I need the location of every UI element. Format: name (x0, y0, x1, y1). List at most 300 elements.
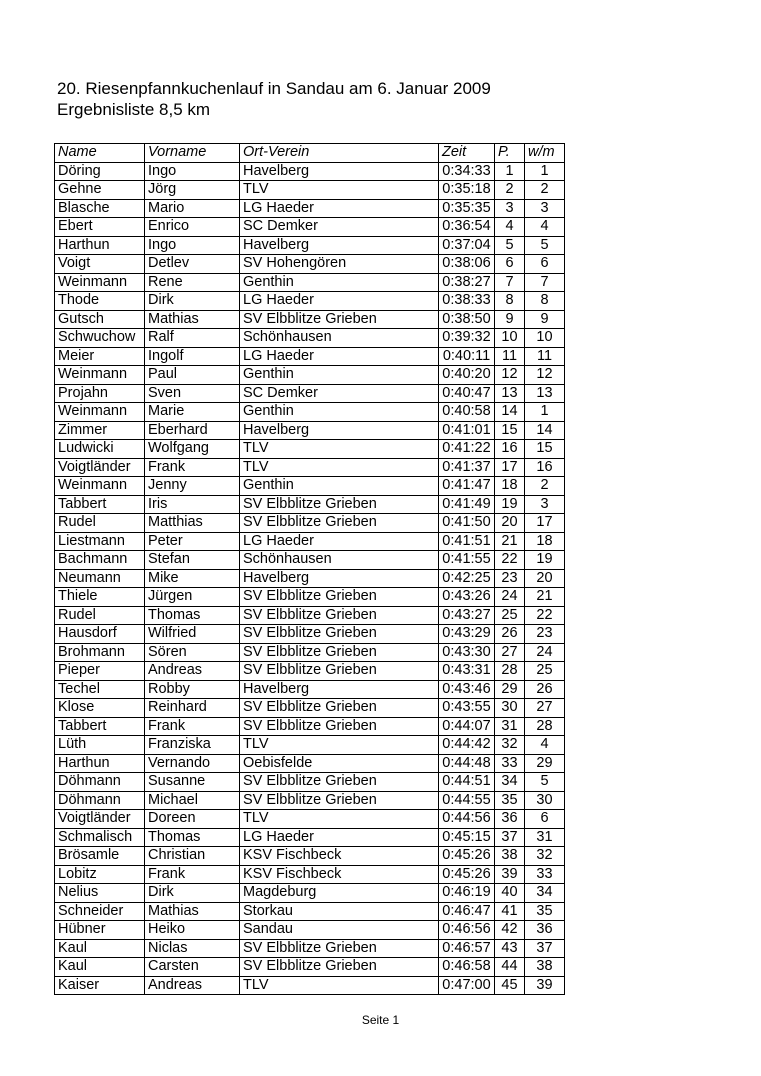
wm-cell: 4 (525, 218, 565, 237)
zeit-cell: 0:43:26 (439, 588, 495, 607)
platz-cell: 2 (495, 181, 525, 200)
zeit-cell: 0:46:58 (439, 958, 495, 977)
ort-verein-cell: TLV (240, 736, 439, 755)
table-row (55, 773, 565, 792)
table-row (55, 310, 565, 329)
vorname-cell: Jörg (145, 181, 240, 200)
wm-cell: 24 (525, 643, 565, 662)
table-row (55, 181, 565, 200)
table-row (55, 514, 565, 533)
table-row (55, 736, 565, 755)
table-row (55, 403, 565, 422)
name-cell: Döhmann (55, 773, 145, 792)
vorname-cell: Vernando (145, 754, 240, 773)
name-cell: Tabbert (55, 717, 145, 736)
zeit-cell: 0:38:06 (439, 255, 495, 274)
table-row (55, 199, 565, 218)
ort-verein-cell: Schönhausen (240, 551, 439, 570)
name-cell: Techel (55, 680, 145, 699)
vorname-cell: Ingo (145, 236, 240, 255)
name-cell: Lüth (55, 736, 145, 755)
ort-verein-cell: SV Elbblitze Grieben (240, 662, 439, 681)
zeit-cell: 0:41:37 (439, 458, 495, 477)
table-row (55, 162, 565, 181)
table-row (55, 292, 565, 311)
platz-cell: 21 (495, 532, 525, 551)
zeit-cell: 0:38:33 (439, 292, 495, 311)
ort-verein-cell: SV Elbblitze Grieben (240, 495, 439, 514)
name-cell: Weinmann (55, 403, 145, 422)
wm-cell: 31 (525, 828, 565, 847)
platz-cell: 6 (495, 255, 525, 274)
table-row (55, 884, 565, 903)
table-row (55, 588, 565, 607)
wm-cell: 36 (525, 921, 565, 940)
platz-cell: 43 (495, 939, 525, 958)
wm-cell: 9 (525, 310, 565, 329)
platz-cell: 32 (495, 736, 525, 755)
name-cell: Brohmann (55, 643, 145, 662)
name-cell: Voigtländer (55, 458, 145, 477)
wm-cell: 5 (525, 236, 565, 255)
vorname-cell: Dirk (145, 884, 240, 903)
table-row (55, 958, 565, 977)
wm-cell: 2 (525, 181, 565, 200)
wm-cell: 18 (525, 532, 565, 551)
zeit-cell: 0:37:04 (439, 236, 495, 255)
platz-cell: 20 (495, 514, 525, 533)
table-row (55, 865, 565, 884)
zeit-cell: 0:46:19 (439, 884, 495, 903)
table-row (55, 976, 565, 995)
table-row (55, 440, 565, 459)
ort-verein-cell: Magdeburg (240, 884, 439, 903)
zeit-cell: 0:40:47 (439, 384, 495, 403)
zeit-cell: 0:44:51 (439, 773, 495, 792)
vorname-cell: Dirk (145, 292, 240, 311)
table-row (55, 477, 565, 496)
vorname-cell: Mathias (145, 902, 240, 921)
platz-cell: 40 (495, 884, 525, 903)
vorname-cell: Peter (145, 532, 240, 551)
name-cell: Weinmann (55, 273, 145, 292)
zeit-cell: 0:38:27 (439, 273, 495, 292)
platz-cell: 36 (495, 810, 525, 829)
ort-verein-cell: SV Elbblitze Grieben (240, 588, 439, 607)
vorname-cell: Jenny (145, 477, 240, 496)
table-row (55, 532, 565, 551)
zeit-cell: 0:46:57 (439, 939, 495, 958)
table-row (55, 329, 565, 348)
table-row (55, 902, 565, 921)
name-cell: Neumann (55, 569, 145, 588)
name-cell: Lobitz (55, 865, 145, 884)
table-row (55, 847, 565, 866)
wm-cell: 4 (525, 736, 565, 755)
vorname-cell: Niclas (145, 939, 240, 958)
zeit-cell: 0:45:26 (439, 847, 495, 866)
zeit-cell: 0:38:50 (439, 310, 495, 329)
name-cell: Schmalisch (55, 828, 145, 847)
name-cell: Liestmann (55, 532, 145, 551)
table-row (55, 625, 565, 644)
name-cell: Tabbert (55, 495, 145, 514)
vorname-cell: Frank (145, 717, 240, 736)
wm-cell: 23 (525, 625, 565, 644)
ort-verein-cell: SV Elbblitze Grieben (240, 958, 439, 977)
zeit-cell: 0:40:20 (439, 366, 495, 385)
wm-cell: 37 (525, 939, 565, 958)
platz-cell: 26 (495, 625, 525, 644)
zeit-cell: 0:34:33 (439, 162, 495, 181)
ort-verein-cell: Schönhausen (240, 329, 439, 348)
name-cell: Rudel (55, 514, 145, 533)
wm-cell: 30 (525, 791, 565, 810)
vorname-cell: Paul (145, 366, 240, 385)
table-header-row (55, 144, 565, 163)
wm-cell: 39 (525, 976, 565, 995)
platz-cell: 39 (495, 865, 525, 884)
ort-verein-cell: SV Elbblitze Grieben (240, 643, 439, 662)
ort-verein-cell: LG Haeder (240, 292, 439, 311)
platz-cell: 37 (495, 828, 525, 847)
platz-cell: 16 (495, 440, 525, 459)
platz-cell: 12 (495, 366, 525, 385)
name-cell: Döhmann (55, 791, 145, 810)
wm-cell: 35 (525, 902, 565, 921)
platz-cell: 5 (495, 236, 525, 255)
ort-verein-cell: Sandau (240, 921, 439, 940)
table-row (55, 643, 565, 662)
wm-cell: 7 (525, 273, 565, 292)
name-cell: Zimmer (55, 421, 145, 440)
platz-cell: 33 (495, 754, 525, 773)
name-cell: Voigt (55, 255, 145, 274)
name-cell: Thiele (55, 588, 145, 607)
platz-cell: 22 (495, 551, 525, 570)
ort-verein-cell: KSV Fischbeck (240, 847, 439, 866)
wm-cell: 17 (525, 514, 565, 533)
platz-cell: 11 (495, 347, 525, 366)
name-cell: Weinmann (55, 366, 145, 385)
table-row (55, 754, 565, 773)
name-cell: Gutsch (55, 310, 145, 329)
table-row (55, 939, 565, 958)
vorname-cell: Ingolf (145, 347, 240, 366)
zeit-cell: 0:41:55 (439, 551, 495, 570)
zeit-cell: 0:43:46 (439, 680, 495, 699)
header-name: Name (55, 144, 145, 163)
wm-cell: 2 (525, 477, 565, 496)
ort-verein-cell: SV Elbblitze Grieben (240, 606, 439, 625)
vorname-cell: Wolfgang (145, 440, 240, 459)
wm-cell: 38 (525, 958, 565, 977)
results-body (55, 162, 565, 995)
platz-cell: 9 (495, 310, 525, 329)
name-cell: Kaul (55, 958, 145, 977)
platz-cell: 25 (495, 606, 525, 625)
zeit-cell: 0:39:32 (439, 329, 495, 348)
vorname-cell: Franziska (145, 736, 240, 755)
wm-cell: 20 (525, 569, 565, 588)
vorname-cell: Heiko (145, 921, 240, 940)
ort-verein-cell: SV Elbblitze Grieben (240, 514, 439, 533)
ort-verein-cell: SV Elbblitze Grieben (240, 939, 439, 958)
ort-verein-cell: SV Hohengören (240, 255, 439, 274)
ort-verein-cell: Genthin (240, 403, 439, 422)
zeit-cell: 0:45:26 (439, 865, 495, 884)
table-row (55, 421, 565, 440)
zeit-cell: 0:43:27 (439, 606, 495, 625)
platz-cell: 15 (495, 421, 525, 440)
name-cell: Hübner (55, 921, 145, 940)
wm-cell: 19 (525, 551, 565, 570)
table-row (55, 347, 565, 366)
name-cell: Schwuchow (55, 329, 145, 348)
ort-verein-cell: SV Elbblitze Grieben (240, 699, 439, 718)
vorname-cell: Marie (145, 403, 240, 422)
zeit-cell: 0:41:47 (439, 477, 495, 496)
name-cell: Thode (55, 292, 145, 311)
platz-cell: 30 (495, 699, 525, 718)
platz-cell: 28 (495, 662, 525, 681)
zeit-cell: 0:44:55 (439, 791, 495, 810)
ort-verein-cell: Oebisfelde (240, 754, 439, 773)
wm-cell: 6 (525, 810, 565, 829)
vorname-cell: Andreas (145, 662, 240, 681)
platz-cell: 45 (495, 976, 525, 995)
table-row (55, 662, 565, 681)
vorname-cell: Mike (145, 569, 240, 588)
ort-verein-cell: Havelberg (240, 162, 439, 181)
platz-cell: 42 (495, 921, 525, 940)
platz-cell: 13 (495, 384, 525, 403)
ort-verein-cell: Havelberg (240, 421, 439, 440)
name-cell: Gehne (55, 181, 145, 200)
table-row (55, 810, 565, 829)
wm-cell: 34 (525, 884, 565, 903)
wm-cell: 26 (525, 680, 565, 699)
platz-cell: 38 (495, 847, 525, 866)
platz-cell: 1 (495, 162, 525, 181)
zeit-cell: 0:40:11 (439, 347, 495, 366)
ort-verein-cell: TLV (240, 810, 439, 829)
vorname-cell: Enrico (145, 218, 240, 237)
table-row (55, 921, 565, 940)
zeit-cell: 0:46:47 (439, 902, 495, 921)
platz-cell: 8 (495, 292, 525, 311)
name-cell: Weinmann (55, 477, 145, 496)
platz-cell: 41 (495, 902, 525, 921)
vorname-cell: Frank (145, 865, 240, 884)
ort-verein-cell: LG Haeder (240, 199, 439, 218)
platz-cell: 7 (495, 273, 525, 292)
platz-cell: 4 (495, 218, 525, 237)
vorname-cell: Jürgen (145, 588, 240, 607)
ort-verein-cell: TLV (240, 181, 439, 200)
ort-verein-cell: SV Elbblitze Grieben (240, 773, 439, 792)
name-cell: Kaiser (55, 976, 145, 995)
results-table (54, 143, 565, 995)
table-row (55, 273, 565, 292)
vorname-cell: Detlev (145, 255, 240, 274)
table-row (55, 495, 565, 514)
zeit-cell: 0:44:42 (439, 736, 495, 755)
page-footer: Seite 1 (361, 1013, 400, 1027)
ort-verein-cell: Genthin (240, 366, 439, 385)
vorname-cell: Ingo (145, 162, 240, 181)
vorname-cell: Michael (145, 791, 240, 810)
ort-verein-cell: SV Elbblitze Grieben (240, 625, 439, 644)
name-cell: Voigtländer (55, 810, 145, 829)
zeit-cell: 0:36:54 (439, 218, 495, 237)
wm-cell: 5 (525, 773, 565, 792)
name-cell: Rudel (55, 606, 145, 625)
name-cell: Hausdorf (55, 625, 145, 644)
zeit-cell: 0:42:25 (439, 569, 495, 588)
wm-cell: 1 (525, 403, 565, 422)
platz-cell: 29 (495, 680, 525, 699)
wm-cell: 11 (525, 347, 565, 366)
table-row (55, 218, 565, 237)
table-row (55, 255, 565, 274)
table-row (55, 384, 565, 403)
name-cell: Ludwicki (55, 440, 145, 459)
wm-cell: 14 (525, 421, 565, 440)
ort-verein-cell: Genthin (240, 477, 439, 496)
platz-cell: 17 (495, 458, 525, 477)
ort-verein-cell: LG Haeder (240, 828, 439, 847)
name-cell: Kaul (55, 939, 145, 958)
vorname-cell: Reinhard (145, 699, 240, 718)
platz-cell: 31 (495, 717, 525, 736)
platz-cell: 34 (495, 773, 525, 792)
vorname-cell: Iris (145, 495, 240, 514)
name-cell: Schneider (55, 902, 145, 921)
wm-cell: 6 (525, 255, 565, 274)
table-row (55, 551, 565, 570)
table-row (55, 458, 565, 477)
header-platz: P. (495, 144, 525, 163)
zeit-cell: 0:41:49 (439, 495, 495, 514)
vorname-cell: Christian (145, 847, 240, 866)
ort-verein-cell: LG Haeder (240, 532, 439, 551)
ort-verein-cell: Havelberg (240, 236, 439, 255)
zeit-cell: 0:44:48 (439, 754, 495, 773)
vorname-cell: Doreen (145, 810, 240, 829)
wm-cell: 3 (525, 199, 565, 218)
vorname-cell: Stefan (145, 551, 240, 570)
ort-verein-cell: SV Elbblitze Grieben (240, 791, 439, 810)
vorname-cell: Susanne (145, 773, 240, 792)
name-cell: Harthun (55, 754, 145, 773)
header-ort-verein: Ort-Verein (240, 144, 439, 163)
name-cell: Klose (55, 699, 145, 718)
zeit-cell: 0:41:50 (439, 514, 495, 533)
wm-cell: 13 (525, 384, 565, 403)
name-cell: Ebert (55, 218, 145, 237)
wm-cell: 12 (525, 366, 565, 385)
vorname-cell: Ralf (145, 329, 240, 348)
ort-verein-cell: Storkau (240, 902, 439, 921)
table-row (55, 828, 565, 847)
wm-cell: 10 (525, 329, 565, 348)
zeit-cell: 0:41:22 (439, 440, 495, 459)
vorname-cell: Wilfried (145, 625, 240, 644)
platz-cell: 24 (495, 588, 525, 607)
platz-cell: 19 (495, 495, 525, 514)
header-zeit: Zeit (439, 144, 495, 163)
zeit-cell: 0:45:15 (439, 828, 495, 847)
zeit-cell: 0:46:56 (439, 921, 495, 940)
wm-cell: 28 (525, 717, 565, 736)
wm-cell: 3 (525, 495, 565, 514)
name-cell: Nelius (55, 884, 145, 903)
ort-verein-cell: TLV (240, 440, 439, 459)
header-vorname: Vorname (145, 144, 240, 163)
platz-cell: 23 (495, 569, 525, 588)
wm-cell: 16 (525, 458, 565, 477)
document-subtitle: Ergebnisliste 8,5 km (57, 100, 211, 119)
wm-cell: 29 (525, 754, 565, 773)
name-cell: Blasche (55, 199, 145, 218)
vorname-cell: Sven (145, 384, 240, 403)
wm-cell: 27 (525, 699, 565, 718)
wm-cell: 25 (525, 662, 565, 681)
vorname-cell: Matthias (145, 514, 240, 533)
zeit-cell: 0:43:31 (439, 662, 495, 681)
zeit-cell: 0:41:01 (439, 421, 495, 440)
wm-cell: 21 (525, 588, 565, 607)
zeit-cell: 0:41:51 (439, 532, 495, 551)
ort-verein-cell: LG Haeder (240, 347, 439, 366)
zeit-cell: 0:43:29 (439, 625, 495, 644)
name-cell: Bachmann (55, 551, 145, 570)
wm-cell: 8 (525, 292, 565, 311)
platz-cell: 27 (495, 643, 525, 662)
name-cell: Pieper (55, 662, 145, 681)
zeit-cell: 0:47:00 (439, 976, 495, 995)
table-row (55, 791, 565, 810)
vorname-cell: Frank (145, 458, 240, 477)
vorname-cell: Mario (145, 199, 240, 218)
platz-cell: 3 (495, 199, 525, 218)
name-cell: Meier (55, 347, 145, 366)
ort-verein-cell: SC Demker (240, 384, 439, 403)
wm-cell: 32 (525, 847, 565, 866)
name-cell: Brösamle (55, 847, 145, 866)
name-cell: Projahn (55, 384, 145, 403)
zeit-cell: 0:35:35 (439, 199, 495, 218)
ort-verein-cell: SC Demker (240, 218, 439, 237)
vorname-cell: Mathias (145, 310, 240, 329)
name-cell: Döring (55, 162, 145, 181)
ort-verein-cell: TLV (240, 458, 439, 477)
zeit-cell: 0:44:07 (439, 717, 495, 736)
ort-verein-cell: Genthin (240, 273, 439, 292)
vorname-cell: Thomas (145, 828, 240, 847)
table-row (55, 699, 565, 718)
platz-cell: 35 (495, 791, 525, 810)
vorname-cell: Carsten (145, 958, 240, 977)
wm-cell: 22 (525, 606, 565, 625)
vorname-cell: Eberhard (145, 421, 240, 440)
table-row (55, 236, 565, 255)
zeit-cell: 0:43:55 (439, 699, 495, 718)
document-title: 20. Riesenpfannkuchenlauf in Sandau am 6. Januar 2009 (57, 79, 491, 98)
vorname-cell: Andreas (145, 976, 240, 995)
zeit-cell: 0:44:56 (439, 810, 495, 829)
